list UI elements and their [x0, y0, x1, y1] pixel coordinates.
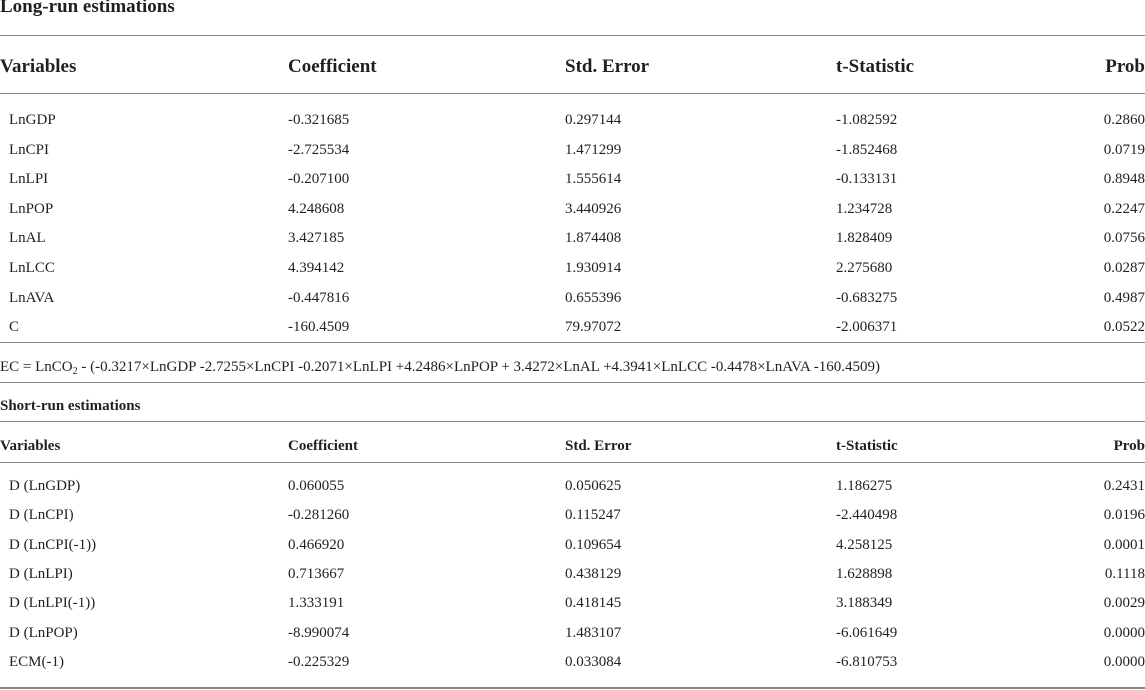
long-run-cell-variables: C: [9, 319, 20, 336]
long-run-cell-std-error: 1.555614: [565, 171, 622, 188]
short-run-cell-prob: 0.0196: [1103, 507, 1145, 524]
long-run-cell-variables: LnLCC: [9, 260, 55, 276]
long-run-cell-prob: 0.0287: [1103, 260, 1145, 276]
long-run-header-prob: Prob: [1105, 56, 1145, 77]
long-run-cell-std-error: 0.297144: [565, 112, 622, 128]
short-run-cell-coefficient: -0.225329: [288, 653, 350, 670]
long-run-cell-prob: 0.8948: [1103, 171, 1145, 188]
long-run-cell-std-error: 3.440926: [565, 200, 622, 217]
long-run-cell-t-statistic: -0.133131: [836, 171, 898, 188]
long-run-cell-prob: 0.4987: [1103, 289, 1145, 306]
long-run-cell-std-error: 1.874408: [565, 230, 622, 247]
ec-rule: [0, 382, 1145, 383]
long-run-cell-std-error: 1.471299: [565, 141, 622, 158]
long-run-cell-coefficient: -0.321685: [288, 112, 350, 128]
short-run-title: Short-run estimations: [0, 398, 141, 414]
long-run-cell-coefficient: -0.207100: [288, 171, 350, 188]
short-run-cell-coefficient: 0.713667: [288, 565, 345, 582]
short-run-top-rule: [0, 421, 1145, 422]
long-run-header-std-error: Std. Error: [565, 56, 650, 77]
long-run-cell-prob: 0.0522: [1103, 319, 1145, 336]
short-run-header-t-statistic: t-Statistic: [836, 438, 898, 454]
long-run-cell-std-error: 0.655396: [565, 289, 622, 306]
long-run-cell-prob: 0.2860: [1103, 112, 1145, 128]
long-run-top-rule: [0, 35, 1145, 36]
long-run-cell-t-statistic: 1.828409: [836, 230, 893, 247]
short-run-cell-t-statistic: -6.061649: [836, 624, 898, 641]
long-run-cell-variables: LnCPI: [9, 141, 50, 158]
long-run-cell-t-statistic: 1.234728: [836, 200, 893, 217]
short-run-cell-coefficient: -8.990074: [288, 624, 350, 641]
long-run-cell-std-error: 79.97072: [565, 319, 622, 336]
short-run-cell-std-error: 0.418145: [565, 595, 622, 612]
long-run-cell-variables: LnGDP: [9, 112, 56, 128]
short-run-bottom-rule: [0, 687, 1145, 689]
long-run-cell-t-statistic: -1.082592: [836, 112, 898, 128]
short-run-cell-t-statistic: 3.188349: [836, 595, 893, 612]
long-run-title: Long-run estimations: [0, 0, 175, 17]
long-run-cell-variables: LnAL: [9, 230, 46, 247]
long-run-cell-coefficient: 3.427185: [288, 230, 345, 247]
long-run-bottom-rule: [0, 342, 1145, 343]
long-run-cell-t-statistic: 2.275680: [836, 260, 893, 276]
short-run-cell-prob: 0.0000: [1103, 653, 1145, 670]
short-run-cell-prob: 0.0000: [1103, 624, 1145, 641]
short-run-cell-std-error: 1.483107: [565, 624, 622, 641]
short-run-cell-coefficient: -0.281260: [288, 507, 350, 524]
short-run-header-std-error: Std. Error: [565, 438, 632, 454]
short-run-cell-variables: D (LnGDP): [9, 478, 81, 494]
short-run-header-prob: Prob: [1113, 438, 1145, 454]
short-run-cell-prob: 0.1118: [1104, 565, 1145, 582]
long-run-header-variables: Variables: [0, 56, 77, 77]
short-run-header-coefficient: Coefficient: [288, 438, 358, 454]
short-run-cell-std-error: 0.050625: [565, 478, 622, 494]
long-run-cell-t-statistic: -1.852468: [836, 141, 898, 158]
short-run-cell-std-error: 0.115247: [565, 507, 621, 524]
short-run-header-variables: Variables: [0, 438, 61, 454]
short-run-cell-std-error: 0.109654: [565, 536, 622, 553]
long-run-cell-std-error: 1.930914: [565, 260, 622, 276]
long-run-cell-coefficient: -160.4509: [288, 319, 350, 336]
short-run-cell-std-error: 0.438129: [565, 565, 622, 582]
short-run-cell-t-statistic: 1.186275: [836, 478, 893, 494]
short-run-cell-variables: D (LnPOP): [9, 624, 78, 641]
short-run-header-rule: [0, 462, 1145, 463]
long-run-cell-variables: LnPOP: [9, 200, 54, 217]
short-run-cell-t-statistic: 1.628898: [836, 565, 893, 582]
short-run-cell-std-error: 0.033084: [565, 653, 622, 670]
short-run-cell-variables: D (LnCPI): [9, 507, 74, 524]
short-run-cell-prob: 0.0029: [1103, 595, 1145, 612]
long-run-header-coefficient: Coefficient: [288, 56, 377, 77]
short-run-cell-coefficient: 0.466920: [288, 536, 345, 553]
long-run-header-rule: [0, 93, 1145, 94]
short-run-cell-t-statistic: 4.258125: [836, 536, 893, 553]
short-run-cell-coefficient: 0.060055: [288, 478, 345, 494]
long-run-cell-prob: 0.0756: [1103, 230, 1145, 247]
long-run-cell-prob: 0.0719: [1103, 141, 1145, 158]
short-run-cell-t-statistic: -2.440498: [836, 507, 898, 524]
long-run-cell-variables: LnAVA: [9, 289, 55, 306]
long-run-cell-coefficient: -2.725534: [288, 141, 350, 158]
long-run-cell-coefficient: -0.447816: [288, 289, 350, 306]
short-run-cell-t-statistic: -6.810753: [836, 653, 898, 670]
ec-equation: EC = LnCO$_2$ - (-0.3217×LnGDP -2.7255×LnCPI -0.2071×LnLPI +4.2486×LnPOP + 3.4272×LnAL +4.3941×LnLCC -0.4478×LnAVA -160.4509): [0, 359, 881, 377]
long-run-header-t-statistic: t-Statistic: [836, 56, 915, 77]
short-run-cell-prob: 0.0001: [1103, 536, 1145, 553]
long-run-cell-t-statistic: -0.683275: [836, 289, 898, 306]
short-run-cell-variables: D (LnCPI(-1)): [9, 536, 97, 553]
short-run-cell-prob: 0.2431: [1103, 478, 1145, 494]
long-run-cell-coefficient: 4.248608: [288, 200, 345, 217]
long-run-cell-variables: LnLPI: [9, 171, 49, 188]
long-run-cell-coefficient: 4.394142: [288, 260, 345, 276]
long-run-cell-prob: 0.2247: [1103, 200, 1145, 217]
short-run-cell-variables: D (LnLPI): [9, 565, 73, 582]
long-run-cell-t-statistic: -2.006371: [836, 319, 898, 336]
short-run-cell-variables: ECM(-1): [9, 653, 64, 670]
short-run-cell-variables: D (LnLPI(-1)): [9, 595, 96, 612]
short-run-cell-coefficient: 1.333191: [288, 595, 345, 612]
